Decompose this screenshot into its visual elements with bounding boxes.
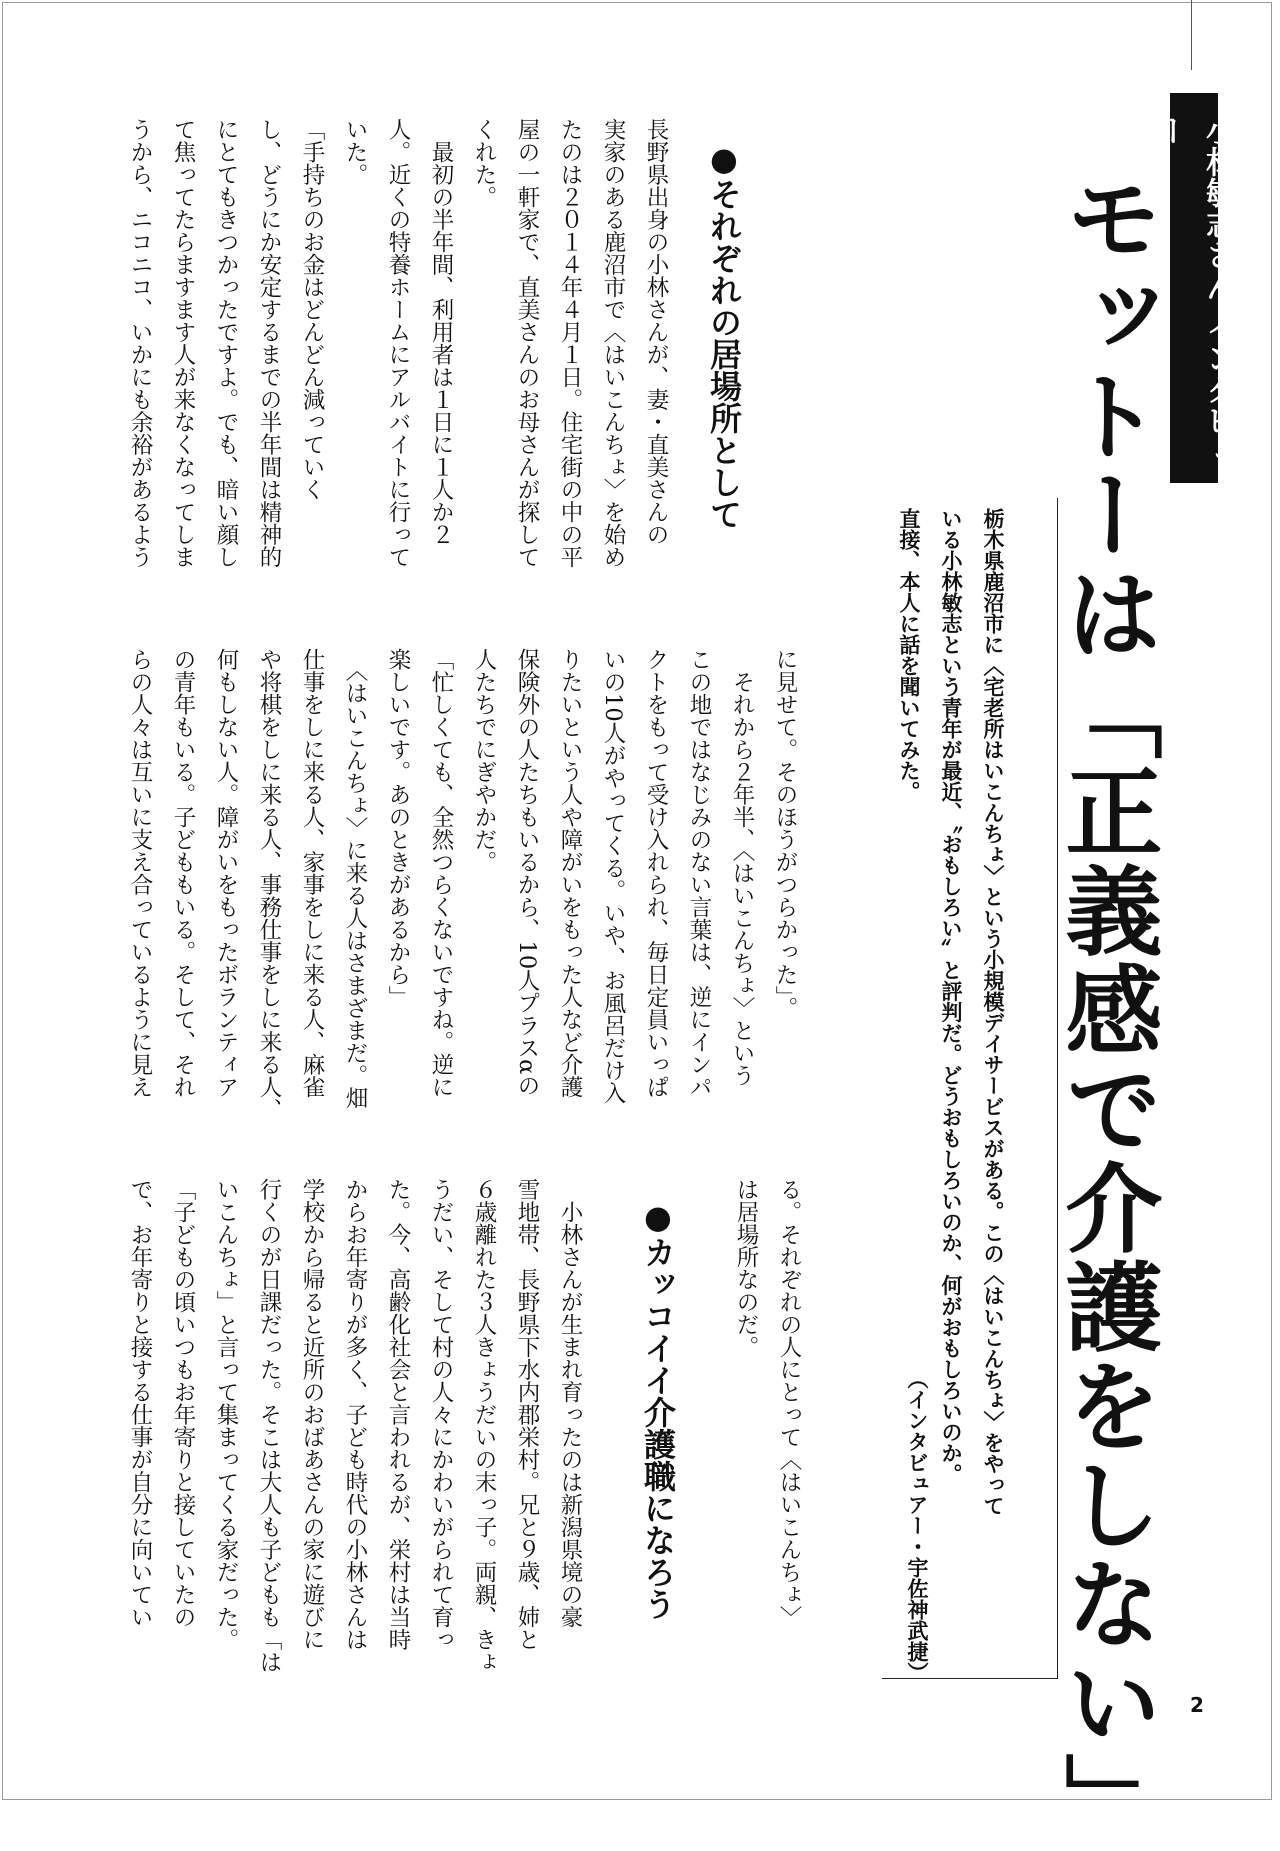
page-number: 2	[1190, 1693, 1204, 1717]
section-2-body: 小林さんが生まれ育ったのは新潟県境の豪 雪地帯、長野県下水内郡栄村。兄と９歳、姉と ６歳離れた３人きょうだいの末っ子。両親、きょ うだい、そして村の人々にかわいがられて育っ た。今、高齢化社会と言われるが、栄村は当時 からお年寄りが多く、子ども時代の小林さんは 学校から帰ると近所のおばあさんの家に遊びに 行くのが日課だった。そこは大人も子どもも「は いこんちょ」と言って集まってくる家だった。 「子どもの頃いつもお年寄りと接していたの で、お年寄りと接する仕事が自分に向いてい	[127, 1178, 583, 1673]
lead-text: 栃木県鹿沼市に〈宅老所はいこんちょ〉という小規模デイサービスがある。この〈はいこんちょ〉をやって いる小林敏志という青年が最近、〝おもしろい〟と評判だ。どうおもしろいのか、何がおもしろいのか。 直接、本人に話を聞いてみた。	[897, 508, 1005, 1516]
section-2-pre: る。それぞれの人にとって〈はいこんちょ〉 は居場所なのだ。	[733, 1178, 802, 1628]
series-label: 小林敏志さん インタビュー	[1170, 93, 1218, 483]
interviewer-credit: （インタビュアー・宇佐神武捷）	[905, 1368, 929, 1683]
section-heading-1: ●それぞれの居場所として	[705, 140, 743, 530]
section-heading-2: ●カッコイイ介護職になろう	[639, 1198, 677, 1620]
section-1-body: 長野県出身の小林さんが、妻・直美さんの 実家のある鹿沼市で〈はいこんちょ〉を始め たのは２０１４年４月１日。住宅街の中の平 屋の一軒家で、直美さんのお母さんが探して くれた。 最初の半年間、利用者は１日に１人か２ 人。近くの特養ホームにアルバイトに行って いた。 「手持ちのお金はどんどん減っていく し、どうにか安定するまでの半年間は精神的 にとてもきつかったですよ。でも、暗い顔し て焦ってたらますます人が来なくなってしま うから、ニコニコ、いかにも余裕があるよう	[127, 118, 669, 568]
middle-body: に見せて。そのほうがつらかった」。 それから２年半、〈はいこんちょ〉という この地ではなじみのない言葉は、逆にインパ クトをもって受け入れられ、毎日定員いっぱ いの10人がやってくる。いや、お風呂だけ入 りたいという人や障がいをもった人など介護 保険外の人たちもいるから、10人プラスαの 人たちでにぎやかだ。 「忙しくても、全然つらくないですね。逆に 楽しいです。あのときがあるから」 〈はいこんちょ〉に来る人はさまざまだ。畑 仕事をしに来る人、家事をしに来る人、麻雀 や将棋をしに来る人、事務仕事をしに来る人、 何もしない人。障がいをもったボランティア の青年もいる。子どももいる。そして、それ らの人々は互いに支え合っているように見え	[127, 648, 798, 1121]
spine-line	[1191, 0, 1192, 70]
article-title: モットーは「正義感で介護をしない」	[1049, 168, 1162, 1851]
